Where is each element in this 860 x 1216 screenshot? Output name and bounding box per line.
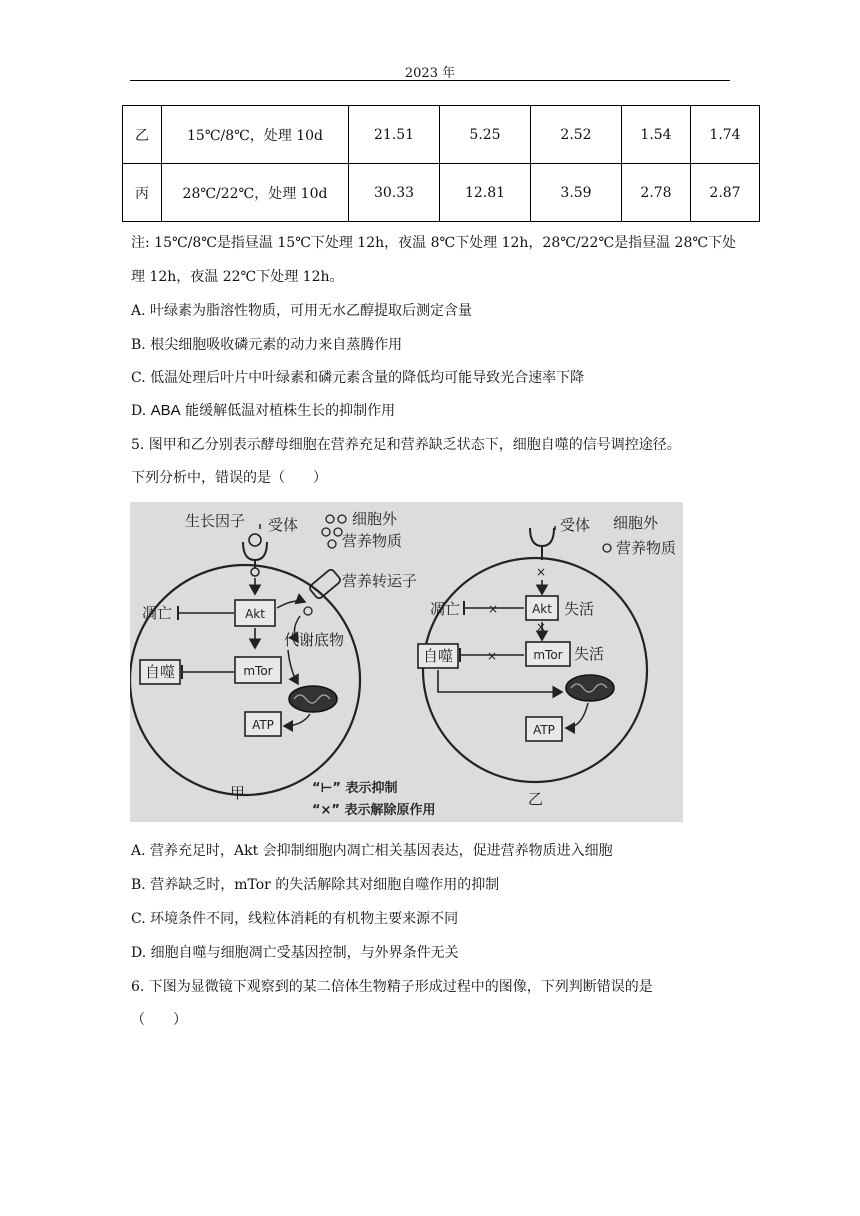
legend-inhibition: “⊢” 表示抑制 — [312, 781, 398, 796]
table-cell: 2.87 — [691, 164, 760, 222]
mtor-label-right: mTor — [533, 648, 563, 662]
q6-stem-line: 6. 下图为显微镜下观察到的某二倍体生物精子形成过程中的图像，下列判断错误的是 — [131, 979, 653, 995]
inactive-label-mtor: 失活 — [574, 645, 605, 663]
table-cell: 2.52 — [531, 106, 622, 164]
apoptosis-label-left: 凋亡 — [142, 604, 173, 622]
figure-diagram — [130, 502, 683, 822]
table-row — [123, 164, 760, 222]
panel-label-jia: 甲 — [230, 784, 246, 802]
legend-release: “×” 表示解除原作用 — [312, 803, 436, 818]
inactive-label-akt: 失活 — [564, 600, 595, 618]
data-table — [122, 105, 760, 222]
q5-option-a: A. 营养充足时，Akt 会抑制细胞内凋亡相关基因表达，促进营养物质进入细胞 — [131, 843, 613, 859]
table-note-line: 理 12h，夜温 22℃下处理 12h。 — [131, 269, 344, 285]
q5-option-c: C. 环境条件不同，线粒体消耗的有机物主要来源不同 — [131, 911, 459, 927]
q4-option-c: C. 低温处理后叶片中叶绿素和磷元素含量的降低均可能导致光合速率下降 — [131, 370, 585, 386]
nutrient-dot-icon — [338, 515, 346, 523]
table-cell: 3.59 — [531, 164, 622, 222]
nutrients-label-left: 营养物质 — [342, 532, 403, 550]
metabolite-label-line1: 代谢 — [284, 631, 315, 649]
release-mark-icon: × — [536, 565, 547, 579]
metabolite-label-line2: 底物 — [314, 631, 345, 649]
q4-option-a: A. 叶绿素为脂溶性物质，可用无水乙醇提取后测定含量 — [131, 303, 473, 319]
autophagy-label-right: 自噬 — [422, 647, 454, 665]
page-header: 2023 年 — [404, 66, 456, 81]
q5-option-b: B. 营养缺乏时，mTor 的失活解除其对细胞自噬作用的抑制 — [131, 877, 500, 893]
header-rule — [130, 80, 730, 81]
table-cell: 1.54 — [622, 106, 691, 164]
q5-option-d: D. 细胞自噬与细胞凋亡受基因控制，与外界条件无关 — [131, 945, 459, 961]
extracellular-label-left: 细胞外 — [352, 510, 398, 528]
nutrients-label-right: 营养物质 — [616, 539, 677, 557]
mtor-label-left: mTor — [243, 664, 273, 678]
table-cell: 乙 — [123, 106, 162, 164]
apoptosis-label-right: 凋亡 — [430, 600, 461, 618]
nutrient-dot-icon — [328, 540, 336, 548]
akt-label-right: Akt — [532, 602, 552, 616]
table-cell: 28℃/22℃，处理 10d — [162, 164, 349, 222]
option-text: 能缓解低温对植株生长的抑制作用 — [180, 403, 396, 419]
nutrient-dot-icon — [334, 528, 342, 536]
q4-option-d — [131, 400, 395, 420]
release-mark-icon: × — [488, 602, 499, 616]
growth-factor-label: 生长因子 — [185, 512, 246, 530]
release-mark-icon: × — [487, 649, 498, 663]
table-cell: 12.81 — [440, 164, 531, 222]
receptor-label-left: 受体 — [268, 516, 299, 534]
transporter-label: 营养转运子 — [342, 572, 418, 590]
nutrient-dot-icon — [326, 515, 334, 523]
nutrient-dot-icon — [603, 544, 611, 552]
autophagy-label-left: 自噬 — [144, 663, 176, 681]
q5-stem-line: 下列分析中，错误的是（ ） — [131, 470, 327, 486]
nutrient-dot-icon — [322, 528, 330, 536]
release-mark-icon: × — [536, 620, 547, 634]
table-cell: 21.51 — [349, 106, 440, 164]
q5-stem-line: 5. 图甲和乙分别表示酵母细胞在营养充足和营养缺乏状态下，细胞自噬的信号调控途径。 — [131, 437, 681, 453]
table-note-line: 注: 15℃/8℃是指昼温 15℃下处理 12h，夜温 8℃下处理 12h，28℃/22℃是指昼温 28℃下处 — [131, 235, 737, 251]
table-cell: 2.78 — [622, 164, 691, 222]
table-row — [123, 106, 760, 164]
table-cell: 30.33 — [349, 164, 440, 222]
option-prefix: D. — [131, 403, 151, 419]
nutrient-transporter-icon — [308, 568, 341, 600]
receptor-icon-right — [530, 528, 554, 546]
table-cell: 丙 — [123, 164, 162, 222]
autophagy-signaling-figure — [130, 502, 683, 822]
q4-option-b: B. 根尖细胞吸收磷元素的动力来自蒸腾作用 — [131, 337, 403, 353]
receptor-icon-left — [243, 542, 267, 560]
atp-label-right: ATP — [533, 723, 555, 737]
extracellular-label-right: 细胞外 — [613, 514, 659, 532]
cell-membrane-right — [423, 558, 647, 782]
table-cell: 5.25 — [440, 106, 531, 164]
atp-label-left: ATP — [252, 718, 274, 732]
growth-factor-icon — [249, 534, 261, 546]
table-cell: 15℃/8℃，处理 10d — [162, 106, 349, 164]
panel-label-yi: 乙 — [528, 790, 544, 808]
receptor-label-right: 受体 — [560, 516, 591, 534]
akt-label-left: Akt — [245, 607, 265, 621]
aba-abbreviation: ABA — [150, 402, 181, 419]
table-cell: 1.74 — [691, 106, 760, 164]
q6-stem-line: （ ） — [131, 1012, 187, 1028]
